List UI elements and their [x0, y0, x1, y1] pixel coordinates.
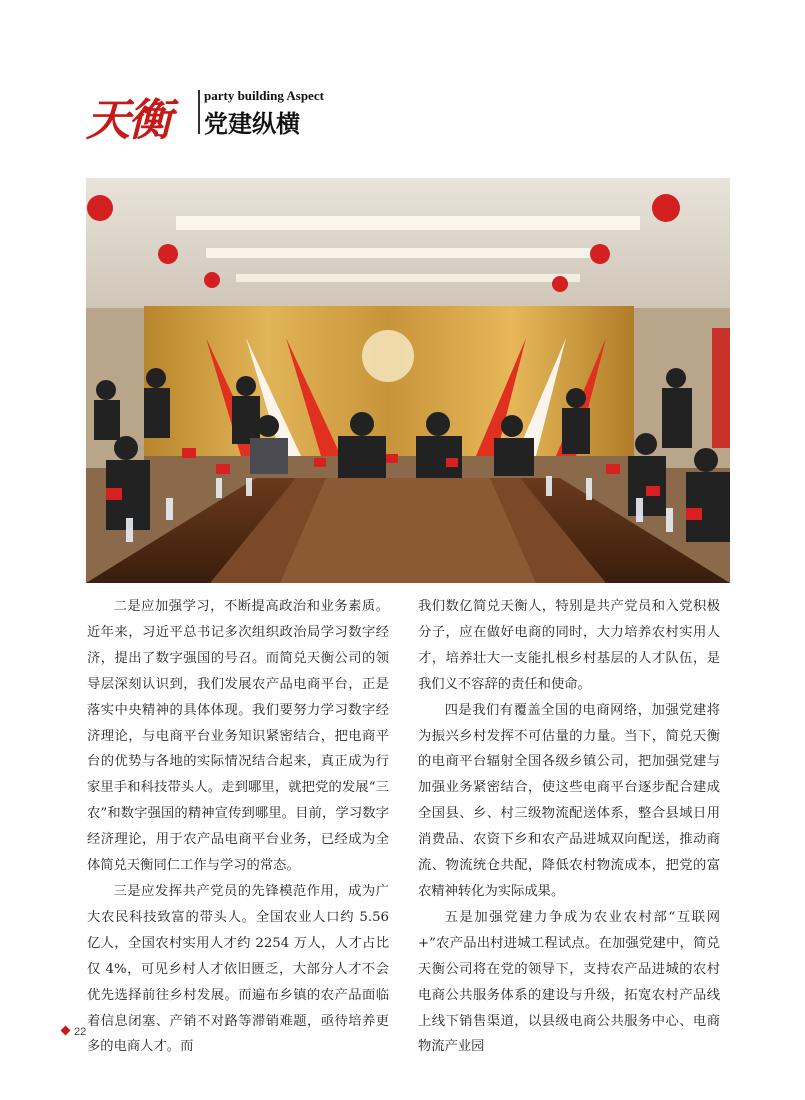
section-title-zh: 党建纵横 [204, 110, 300, 138]
diamond-icon [61, 1026, 71, 1036]
article-column-left [87, 594, 389, 1060]
page-footer [62, 1026, 86, 1038]
meeting-photo [86, 178, 730, 583]
paragraph: 我们数亿简兑天衡人，特别是共产党员和入党积极分子，应在做好电商的同时，大力培养农村实用人才，培养壮大一支能扎根乡村基层的人才队伍，是我们义不容辞的责任和使命。 [418, 599, 720, 692]
paragraph: 五是加强党建力争成为农业农村部“互联网 +”农产品出村进城工程试点。在加强党建中，简兑天衡公司将在党的领导下，支持农产品进城的农村电商公共服务体系的建设与升级，拓宽农村产品线上线下销售渠道，以县级电商公共服务中心、电商物流产业园 [418, 909, 720, 1055]
header-divider [198, 90, 200, 134]
paragraph: 四是我们有覆盖全国的电商网络，加强党建将为振兴乡村发挥不可估量的力量。当下，简兑天衡的电商平台辐射全国各级乡镇公司，把加强党建与加强业务紧密结合，使这些电商平台逐步配合建成全国县、乡、村三级物流配送体系，整合县域日用消费品、农资下乡和农产品进城双向配送，推动商流、物流统仓共配，降低农村物流成本，把党的富农精神转化为实际成果。 [418, 702, 720, 899]
page-number: 22 [74, 1026, 87, 1038]
article-column-right [418, 594, 720, 1060]
meeting-photo-illustration [86, 178, 730, 583]
section-title-en: party building Aspect [204, 88, 324, 103]
paragraph: 二是应加强学习，不断提高政治和业务素质。近年来，习近平总书记多次组织政治局学习数字经济，提出了数字强国的号召。而简兑天衡公司的领导层深刻认识到，我们发展农产品电商平台，正是落实中央精神的具体体现。我们要努力学习数字经济理论，与电商平台业务知识紧密结合，把电商平台的优势与各地的实际情况结合起来，真正成为行家里手和科技带头人。走到哪里，就把党的发展“三农”和数字强国的精神宣传到哪里。目前，学习数字经济理论，用于农产品电商平台业务，已经成为全体简兑天衡同仁工作与学习的常态。 [87, 599, 389, 874]
logo: 天衡 [86, 95, 170, 146]
page-header [86, 80, 386, 146]
paragraph: 三是应发挥共产党员的先锋模范作用，成为广大农民科技致富的带头人。全国农业人口约 5.56 亿人，全国农村实用人才约 2254 万人，人才占比仅 4%，可见乡村人才依旧匮乏，大部分人才不会优先选择前往乡村发展。而遍布乡镇的农产品面临着信息闭塞、产销不对路等滞销难题，亟待培养更多的电商人才。而 [87, 883, 389, 1055]
